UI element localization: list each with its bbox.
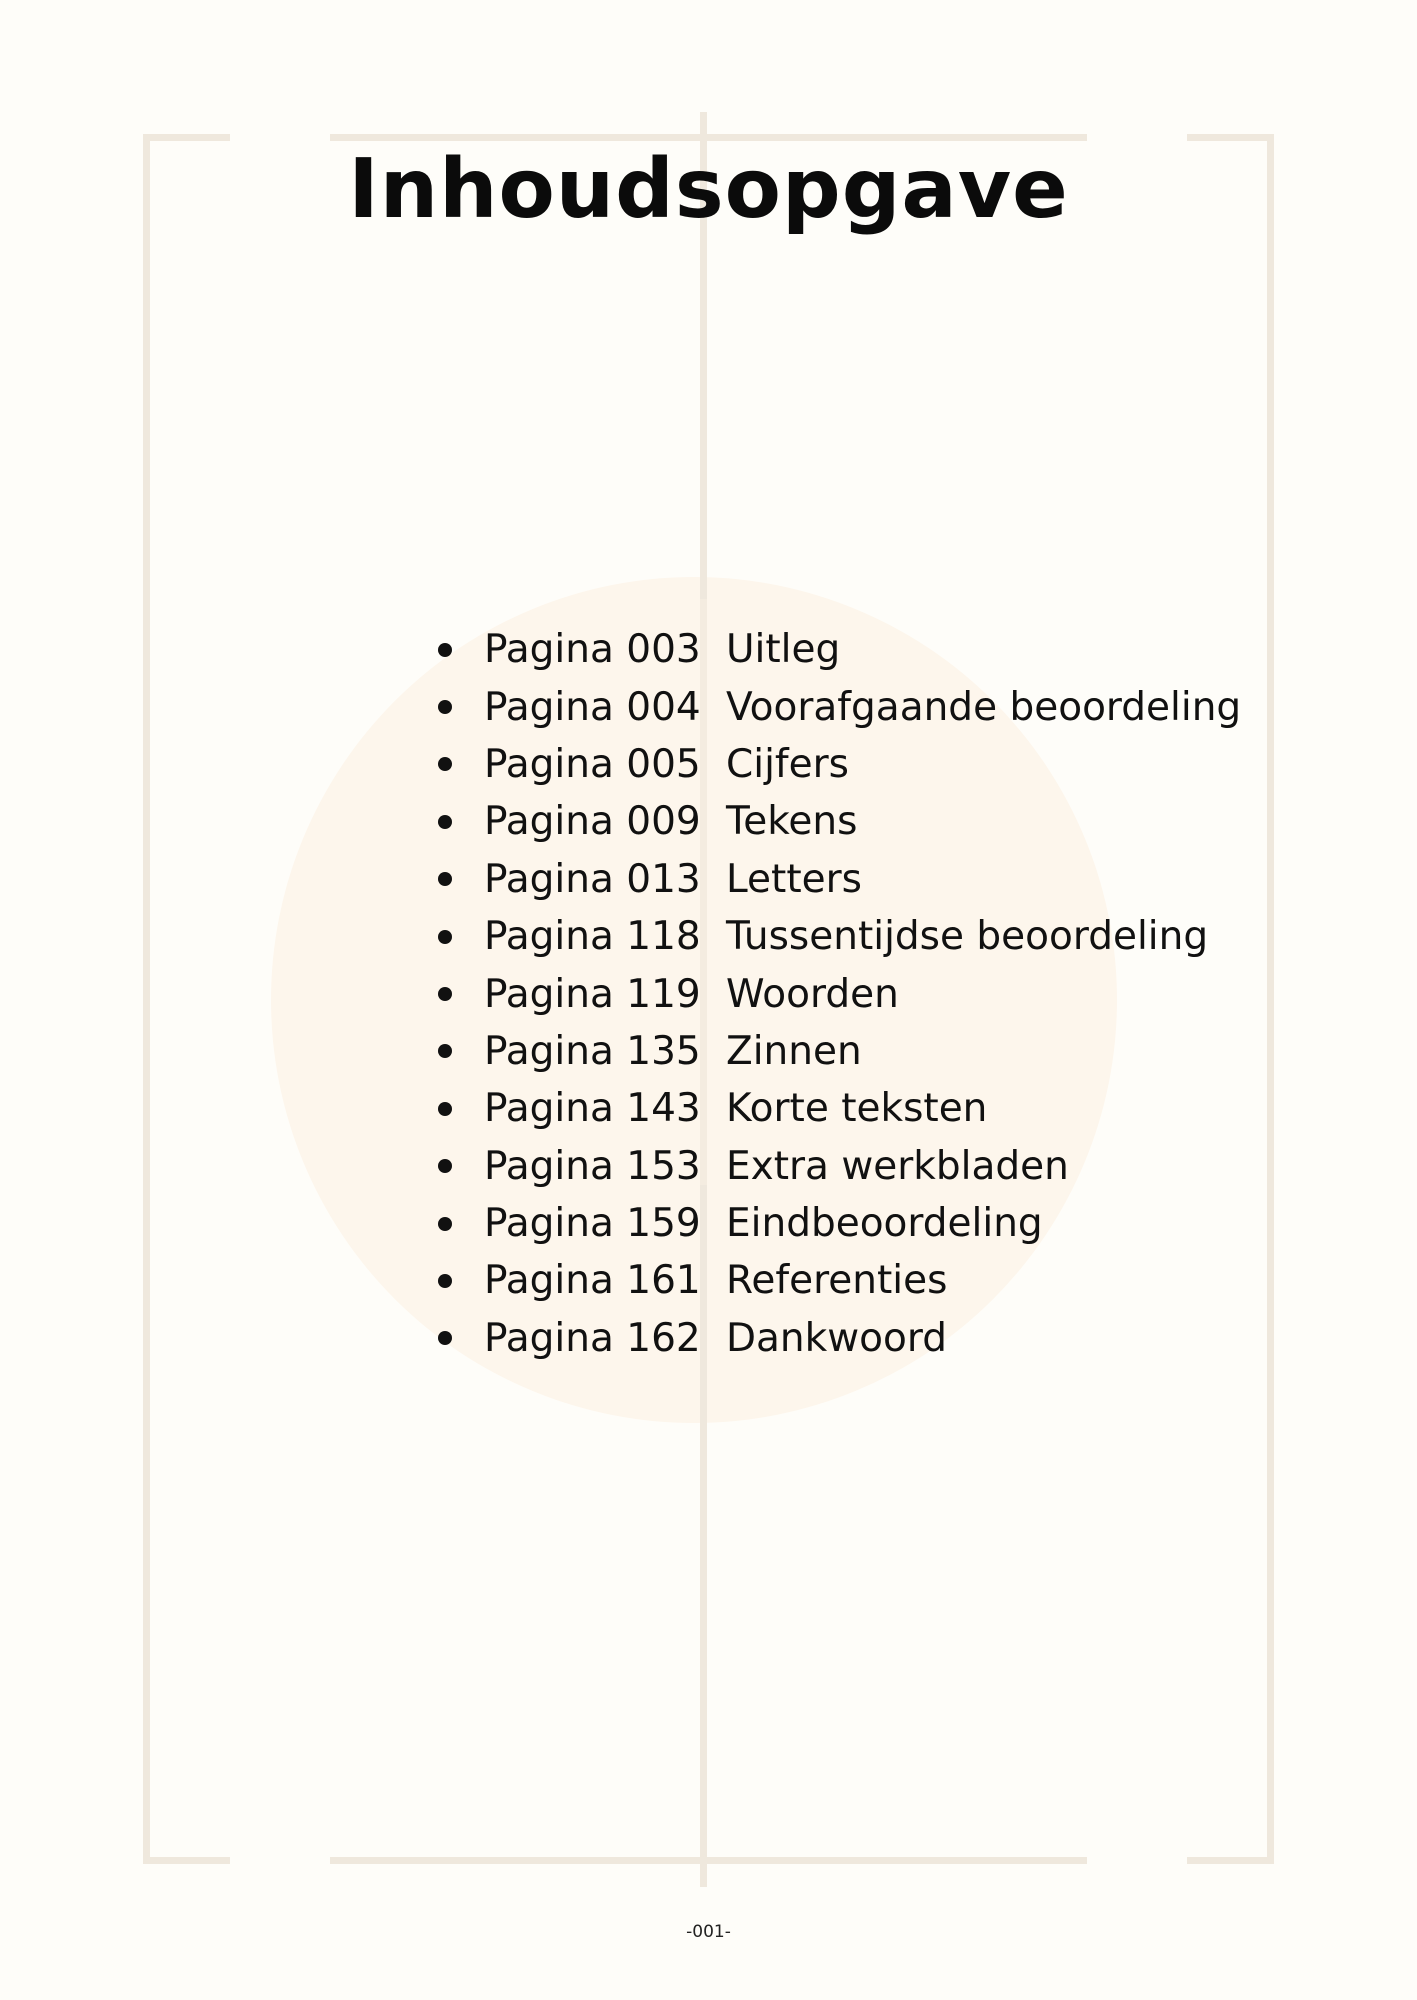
toc-section-name: Tussentijdse beoordeling (726, 914, 1209, 960)
toc-entry (425, 851, 1241, 908)
toc-page-ref: Pagina 003 (484, 627, 701, 673)
toc-section-name: Referenties (726, 1258, 948, 1304)
table-of-contents (425, 621, 1241, 1367)
right-bracket-top (1187, 134, 1274, 141)
bullet-icon (438, 1274, 452, 1288)
bullet-icon (438, 930, 452, 944)
bullet-icon (438, 757, 452, 771)
bullet-icon (438, 700, 452, 714)
toc-page-ref: Pagina 162 (484, 1315, 701, 1361)
bullet-icon (438, 643, 452, 657)
toc-section-name: Cijfers (726, 741, 849, 787)
toc-page-ref: Pagina 004 (484, 684, 701, 730)
toc-section-name: Uitleg (726, 627, 841, 673)
toc-entry (425, 1080, 1241, 1137)
bullet-icon (438, 1217, 452, 1231)
toc-section-name: Tekens (726, 799, 858, 845)
page-number: -001- (686, 1922, 731, 1942)
toc-section-name: Dankwoord (726, 1315, 947, 1361)
toc-page-ref: Pagina 009 (484, 799, 701, 845)
left-bracket-top (143, 134, 230, 141)
toc-page-ref: Pagina 153 (484, 1143, 701, 1189)
right-bracket-bottom (1187, 1857, 1274, 1864)
toc-page-ref: Pagina 118 (484, 914, 701, 960)
toc-section-name: Eindbeoordeling (726, 1201, 1043, 1247)
top-divider-line (330, 134, 1087, 141)
page-title: Inhoudsopgave (348, 142, 1069, 237)
toc-section-name: Zinnen (726, 1028, 862, 1074)
toc-section-name: Extra werkbladen (726, 1143, 1069, 1189)
bullet-icon (438, 1044, 452, 1058)
bullet-icon (438, 987, 452, 1001)
bullet-icon (438, 1102, 452, 1116)
toc-page-ref: Pagina 161 (484, 1258, 701, 1304)
bottom-divider-line (330, 1857, 1087, 1864)
toc-page-ref: Pagina 143 (484, 1086, 701, 1132)
toc-entry (425, 793, 1241, 850)
toc-section-name: Voorafgaande beoordeling (726, 684, 1242, 730)
toc-entry (425, 908, 1241, 965)
toc-page-ref: Pagina 013 (484, 856, 701, 902)
bullet-icon (438, 872, 452, 886)
toc-entry (425, 1252, 1241, 1309)
toc-entry (425, 965, 1241, 1022)
bullet-icon (438, 1159, 452, 1173)
left-bracket-bottom (143, 1857, 230, 1864)
bullet-icon (438, 1331, 452, 1345)
toc-page-ref: Pagina 135 (484, 1028, 701, 1074)
toc-page-ref: Pagina 005 (484, 741, 701, 787)
right-bracket-vertical (1267, 134, 1274, 1864)
toc-entry (425, 1138, 1241, 1195)
left-bracket-vertical (143, 134, 150, 1864)
toc-entry (425, 1310, 1241, 1367)
toc-section-name: Korte teksten (726, 1086, 988, 1132)
toc-section-name: Letters (726, 856, 862, 902)
toc-entry (425, 736, 1241, 793)
toc-entry (425, 621, 1241, 678)
toc-entry (425, 678, 1241, 735)
bullet-icon (438, 815, 452, 829)
toc-section-name: Woorden (726, 971, 899, 1017)
toc-entry (425, 1023, 1241, 1080)
toc-entry (425, 1195, 1241, 1252)
toc-page-ref: Pagina 119 (484, 971, 701, 1017)
toc-page-ref: Pagina 159 (484, 1201, 701, 1247)
